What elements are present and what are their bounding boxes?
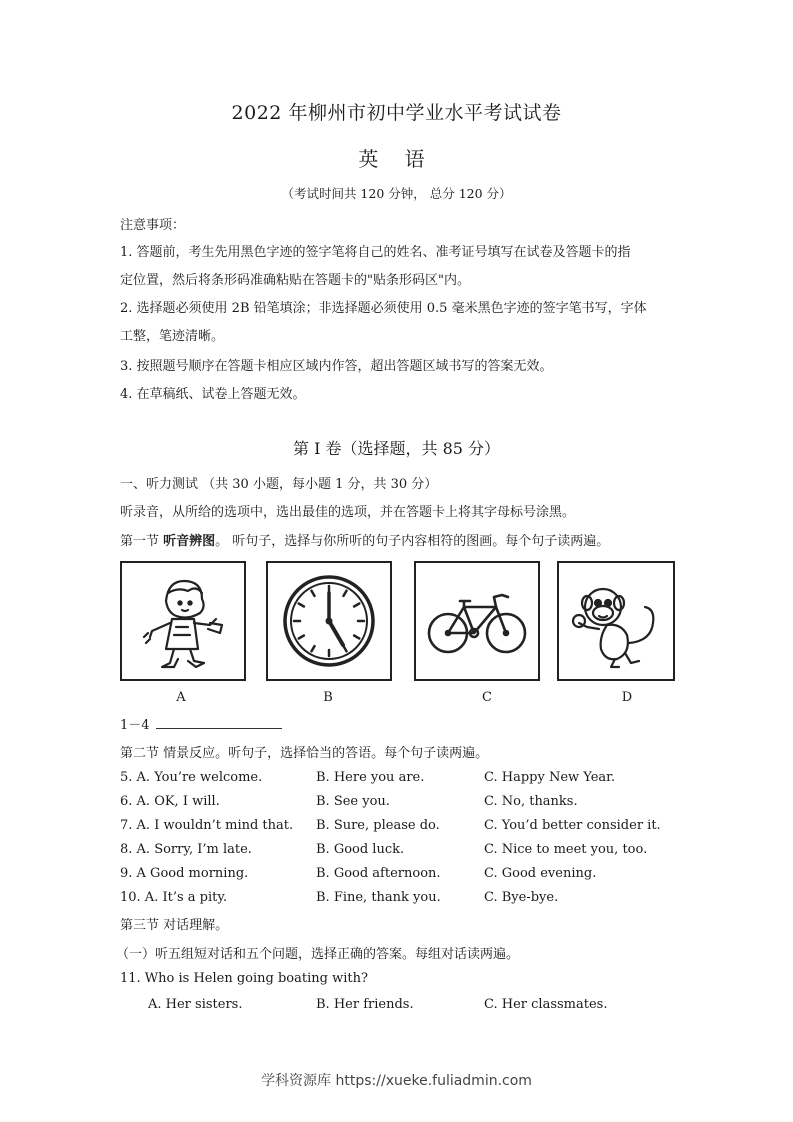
note-line-1: 1. 答题前，考生先用黑色字迹的签字笔将自己的姓名、准考证号填写在试卷及答题卡的指 bbox=[120, 245, 631, 260]
notes-heading: 注意事项： bbox=[120, 218, 186, 233]
picture-label-a: A bbox=[176, 690, 186, 705]
picture-label-b: B bbox=[323, 690, 333, 705]
q9-option-c: C. Good evening. bbox=[484, 866, 597, 881]
footer-watermark: 学科资源库 https://xueke.fuliadmin.com bbox=[261, 1073, 532, 1089]
q5-option-b: B. Here you are. bbox=[316, 770, 425, 785]
q6-option-a: 6. A. OK, I will. bbox=[120, 794, 220, 809]
section1-bold: 听音辨图 bbox=[163, 534, 216, 549]
q6-option-c: C. No, thanks. bbox=[484, 794, 578, 809]
q8-option-a: 8. A. Sorry, I’m late. bbox=[120, 842, 252, 857]
question-11: 11. Who is Helen going boating with? bbox=[120, 971, 368, 986]
question-1-4 bbox=[120, 714, 282, 733]
picture-options bbox=[0, 561, 793, 681]
section1-title bbox=[120, 530, 609, 549]
answer-blank[interactable] bbox=[156, 716, 282, 729]
q5-option-c: C. Happy New Year. bbox=[484, 770, 616, 785]
q5-option-a: 5. A. You’re welcome. bbox=[120, 770, 263, 785]
section1-prefix: 第一节 bbox=[120, 534, 164, 549]
q10-option-c: C. Bye-bye. bbox=[484, 890, 559, 905]
clock-icon bbox=[266, 561, 392, 681]
section2-title: 第二节 情景反应。听句子，选择恰当的答语。每个句子读两遍。 bbox=[120, 746, 489, 761]
note-line-5: 3. 按照题号顺序在答题卡相应区域内作答，超出答题区域书写的答案无效。 bbox=[120, 359, 553, 374]
note-line-4: 工整，笔迹清晰。 bbox=[120, 329, 225, 344]
picture-label-c: C bbox=[482, 690, 492, 705]
section3-title: 第三节 对话理解。 bbox=[120, 918, 229, 933]
q10-option-b: B. Fine, thank you. bbox=[316, 890, 441, 905]
note-line-2: 定位置，然后将条形码准确粘贴在答题卡的"贴条形码区"内。 bbox=[120, 273, 470, 288]
q11-option-b: B. Her friends. bbox=[316, 997, 414, 1012]
q10-option-a: 10. A. It’s a pity. bbox=[120, 890, 228, 905]
q9-option-b: B. Good afternoon. bbox=[316, 866, 441, 881]
listening-instructions: 听录音，从所给的选项中，选出最佳的选项，并在答题卡上将其字母标号涂黑。 bbox=[120, 505, 576, 520]
q8-option-c: C. Nice to meet you, too. bbox=[484, 842, 648, 857]
q11-option-c: C. Her classmates. bbox=[484, 997, 608, 1012]
q7-option-c: C. You’d better consider it. bbox=[484, 818, 661, 833]
bicycle-icon bbox=[414, 561, 540, 681]
q8-option-b: B. Good luck. bbox=[316, 842, 405, 857]
q7-option-a: 7. A. I wouldn’t mind that. bbox=[120, 818, 294, 833]
picture-label-d: D bbox=[621, 690, 633, 705]
q6-option-b: B. See you. bbox=[316, 794, 390, 809]
exam-title: 2022 年柳州市初中学业水平考试试卷 bbox=[231, 102, 562, 124]
q7-option-b: B. Sure, please do. bbox=[316, 818, 440, 833]
q9-option-a: 9. A Good morning. bbox=[120, 866, 249, 881]
section1-rest: 。 听句子，选择与你所听的句子内容相符的图画。每个句子读两遍。 bbox=[215, 534, 610, 549]
listening-title: 一、听力测试 （共 30 小题，每小题 1 分，共 30 分） bbox=[120, 477, 438, 492]
section3-subtitle: （一）听五组短对话和五个问题，选择正确的答案。每组对话读两遍。 bbox=[116, 947, 520, 962]
q11-option-a: A. Her sisters. bbox=[148, 997, 243, 1012]
note-line-3: 2. 选择题必须使用 2B 铅笔填涂；非选择题必须使用 0.5 毫米黑色字迹的签字笔书写，字体 bbox=[120, 301, 647, 316]
child-icon bbox=[120, 561, 246, 681]
exam-subject: 英 语 bbox=[358, 147, 435, 171]
note-line-6: 4. 在草稿纸、试卷上答题无效。 bbox=[120, 387, 306, 402]
question-1-4-label: 1－4 bbox=[120, 718, 150, 733]
part1-heading: 第 I 卷（选择题，共 85 分） bbox=[292, 439, 501, 458]
monkey-icon bbox=[557, 561, 675, 681]
exam-info: （考试时间共 120 分钟， 总分 120 分） bbox=[281, 186, 512, 201]
